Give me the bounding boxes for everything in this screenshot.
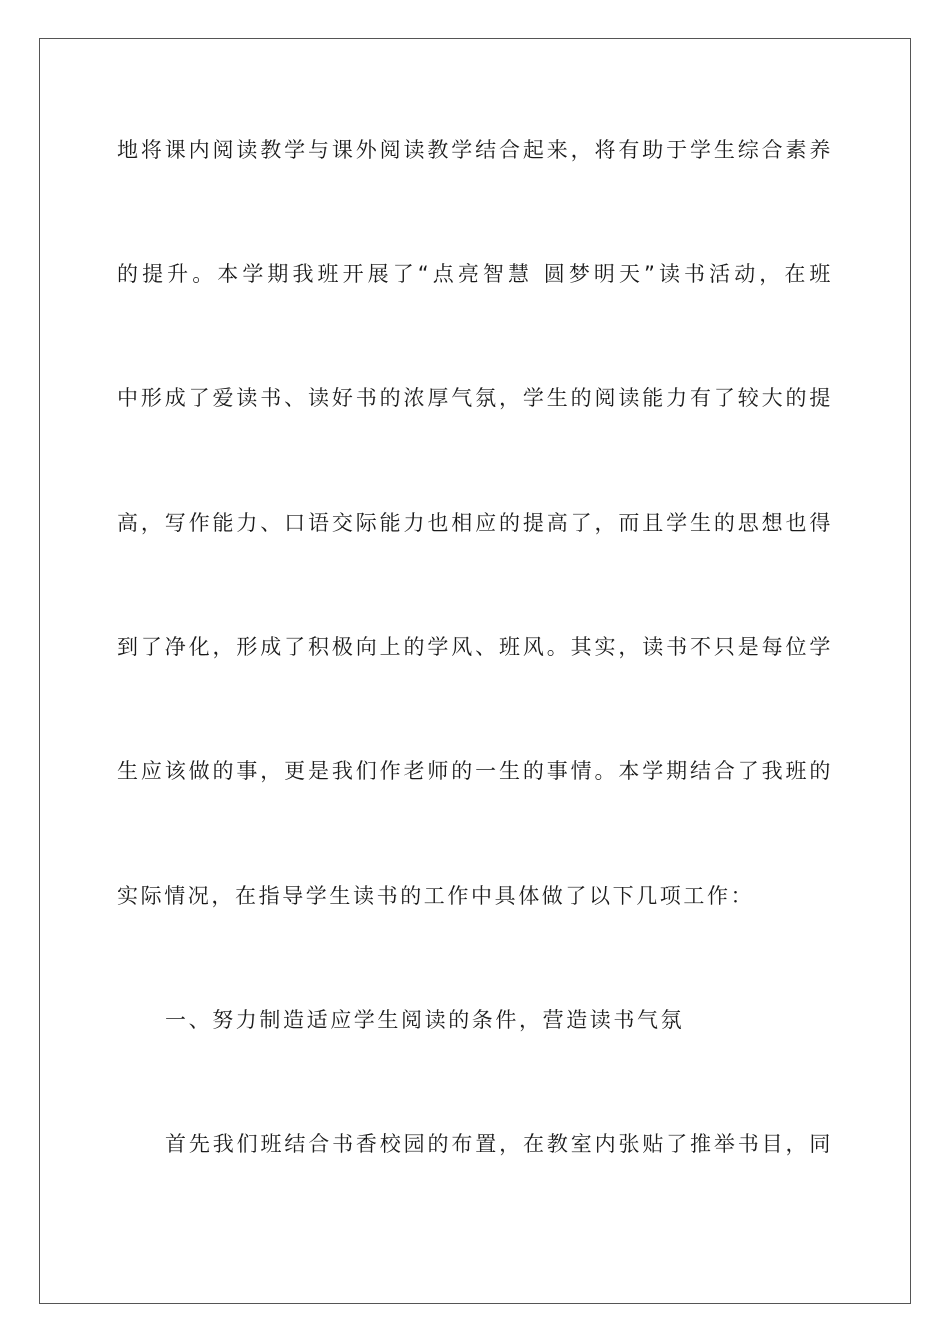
section-heading: 一、努力制造适应学生阅读的条件，营造读书气氛 [165, 1008, 685, 1032]
body-text-line: 到了净化，形成了积极向上的学风、班风。其实，读书不只是每位学 [117, 635, 833, 659]
body-text-line: 中形成了爱读书、读好书的浓厚气氛，学生的阅读能力有了较大的提 [117, 386, 833, 410]
body-text-line: 生应该做的事，更是我们作老师的一生的事情。本学期结合了我班的 [117, 759, 833, 783]
page-border [39, 38, 911, 1304]
body-text-line: 高，写作能力、口语交际能力也相应的提高了，而且学生的思想也得 [117, 511, 833, 535]
paragraph-start-line: 首先我们班结合书香校园的布置，在教室内张贴了推举书目，同 [165, 1132, 833, 1156]
body-text-line: 的提升。本学期我班开展了“点亮智慧 圆梦明天”读书活动，在班 [117, 262, 833, 286]
body-text-line: 实际情况，在指导学生读书的工作中具体做了以下几项工作： [117, 884, 755, 908]
body-text-line: 地将课内阅读教学与课外阅读教学结合起来，将有助于学生综合素养 [117, 138, 833, 162]
